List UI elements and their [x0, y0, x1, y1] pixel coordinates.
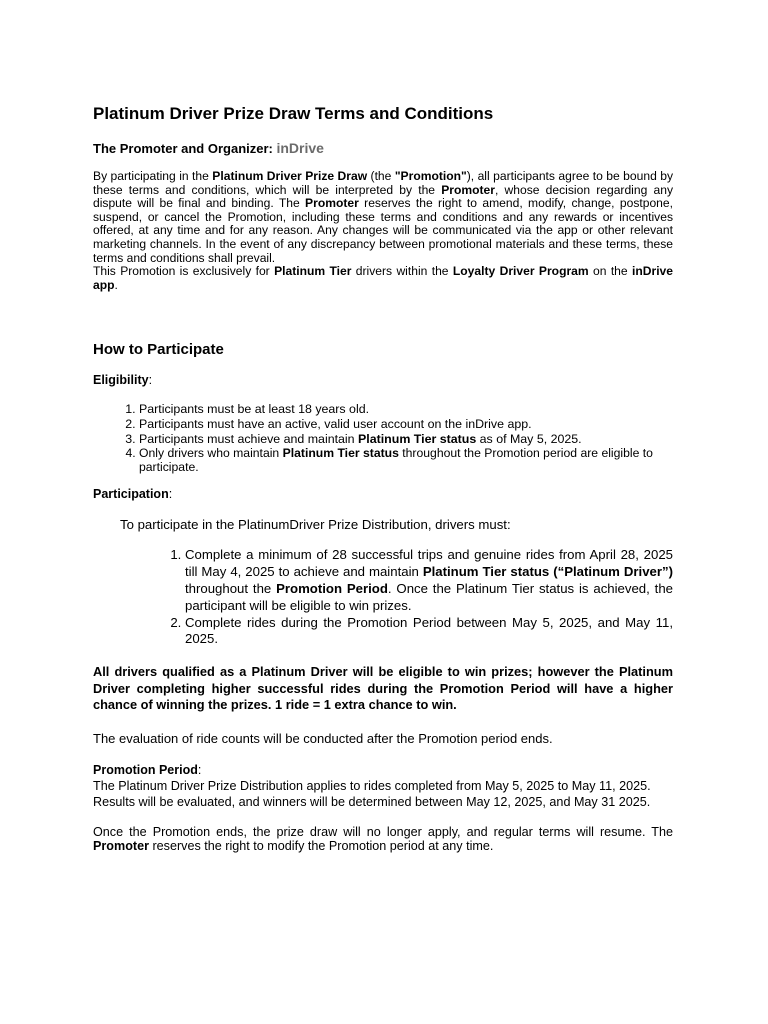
- promoter-line: [93, 139, 673, 158]
- eligibility-text: Participants must be at least 18 years old.: [139, 402, 370, 417]
- promotion-period-colon: :: [197, 762, 202, 777]
- promoter-label: The Promoter and Organizer:: [93, 141, 277, 156]
- closing-text: reserves the right to modify the Promotion period at any time.: [148, 838, 494, 853]
- exclusivity-text: on the: [588, 264, 632, 279]
- eligibility-bold: Platinum Tier status: [282, 446, 399, 461]
- intro-text: (the: [367, 169, 395, 183]
- eligibility-label: [93, 372, 673, 388]
- intro-bold: "Promotion": [394, 169, 467, 183]
- eligibility-list: [93, 402, 673, 474]
- document-content: [93, 103, 673, 853]
- step-text: Complete rides during the Promotion Period between May 5, 2025, and May 11, 2025.: [185, 614, 673, 647]
- step-text: . Once the Platinum Tier status is achieved, the participant will be eligible to win prizes.: [185, 580, 673, 613]
- exclusivity-bold: Loyalty Driver Program: [452, 264, 589, 279]
- eligibility-text: as of May 5, 2025.: [476, 432, 582, 447]
- exclusivity-bold: inDrive app: [93, 264, 673, 292]
- intro-paragraph: [93, 170, 673, 265]
- eligibility-bold: Platinum Tier status: [358, 432, 477, 447]
- promoter-brand: inDrive: [276, 140, 324, 156]
- promotion-period-label: [93, 763, 673, 778]
- step-bold: Promotion Period: [276, 580, 388, 596]
- exclusivity-text: This Promotion is exclusively for: [93, 264, 275, 279]
- eligibility-item: [139, 447, 673, 474]
- qualification-statement: All drivers qualified as a Platinum Driver will be eligible to win prizes; however the Platinum Driver completing higher successful rides during the Promotion Period will have a higher chance of winning the prizes. 1 ride = 1 extra chance to win.: [93, 664, 673, 713]
- exclusivity-text: .: [114, 277, 118, 292]
- eligibility-colon: :: [148, 373, 153, 388]
- how-to-participate-heading: How to Participate: [93, 341, 224, 359]
- exclusivity-text: drivers within the: [351, 264, 453, 279]
- intro-text: reserves the right to amend, modify, change, postpone, suspend, or cancel the Promotion, including these terms and conditions and any rewards or incentives offered, at any time and for any reason. Any changes will be communicated via the app or other relevant marketing channels. In the event of any discrepancy between promotional materials and these terms, these terms and conditions shall prevail.: [93, 196, 673, 265]
- participation-label-text: Participation: [93, 487, 169, 502]
- eligibility-text: Only drivers who maintain: [139, 446, 283, 461]
- evaluation-note: The evaluation of ride counts will be conducted after the Promotion period ends.: [93, 730, 553, 746]
- eligibility-item: [139, 417, 673, 432]
- closing-text: Once the Promotion ends, the prize draw will no longer apply, and regular terms will resume. The: [93, 824, 673, 839]
- intro-bold: Promoter: [305, 196, 359, 211]
- step-text: throughout the: [185, 580, 277, 596]
- promotion-period-label-text: Promotion Period: [93, 762, 198, 777]
- participation-intro: To participate in the PlatinumDriver Prize Distribution, drivers must:: [120, 517, 511, 533]
- intro-text: , whose decision regarding any dispute will be final and binding. The: [93, 182, 674, 211]
- promotion-period-line: Results will be evaluated, and winners will be determined between May 12, 2025, and May 31 2025.: [93, 794, 651, 809]
- step-bold: Platinum Tier status (“Platinum Driver”): [422, 564, 673, 580]
- eligibility-item: [139, 432, 673, 447]
- participation-steps: [93, 547, 673, 648]
- page-title: Platinum Driver Prize Draw Terms and Conditions: [93, 104, 494, 123]
- intro-bold: Platinum Driver Prize Draw: [212, 169, 368, 183]
- eligibility-item: [139, 402, 673, 417]
- step-text: Complete a minimum of 28 successful trips and genuine rides from April 28, 2025 till May 4, 2025 to achieve and maintain: [185, 547, 673, 580]
- promotion-period-line: The Platinum Driver Prize Distribution applies to rides completed from May 5, 2025 to May 11, 2025.: [93, 778, 651, 793]
- eligibility-text: throughout the Promotion period are eligible to participate.: [139, 446, 653, 474]
- eligibility-text: Participants must have an active, valid user account on the inDrive app.: [139, 417, 532, 432]
- participation-step: [185, 615, 673, 649]
- participation-step: [185, 547, 673, 614]
- intro-bold: Promoter: [441, 182, 495, 197]
- closing-paragraph: [93, 825, 673, 853]
- eligibility-text: Participants must achieve and maintain: [139, 432, 359, 447]
- intro-text: ), all participants agree to be bound by these terms and conditions, which will be interpreted by the: [93, 169, 674, 197]
- participation-colon: :: [168, 487, 173, 502]
- eligibility-label-text: Eligibility: [93, 373, 149, 388]
- closing-bold: Promoter: [93, 838, 149, 853]
- exclusivity-bold: Platinum Tier: [274, 264, 352, 279]
- intro-text: By participating in the: [93, 169, 213, 183]
- exclusivity-paragraph: [93, 265, 673, 292]
- participation-label: [93, 486, 673, 502]
